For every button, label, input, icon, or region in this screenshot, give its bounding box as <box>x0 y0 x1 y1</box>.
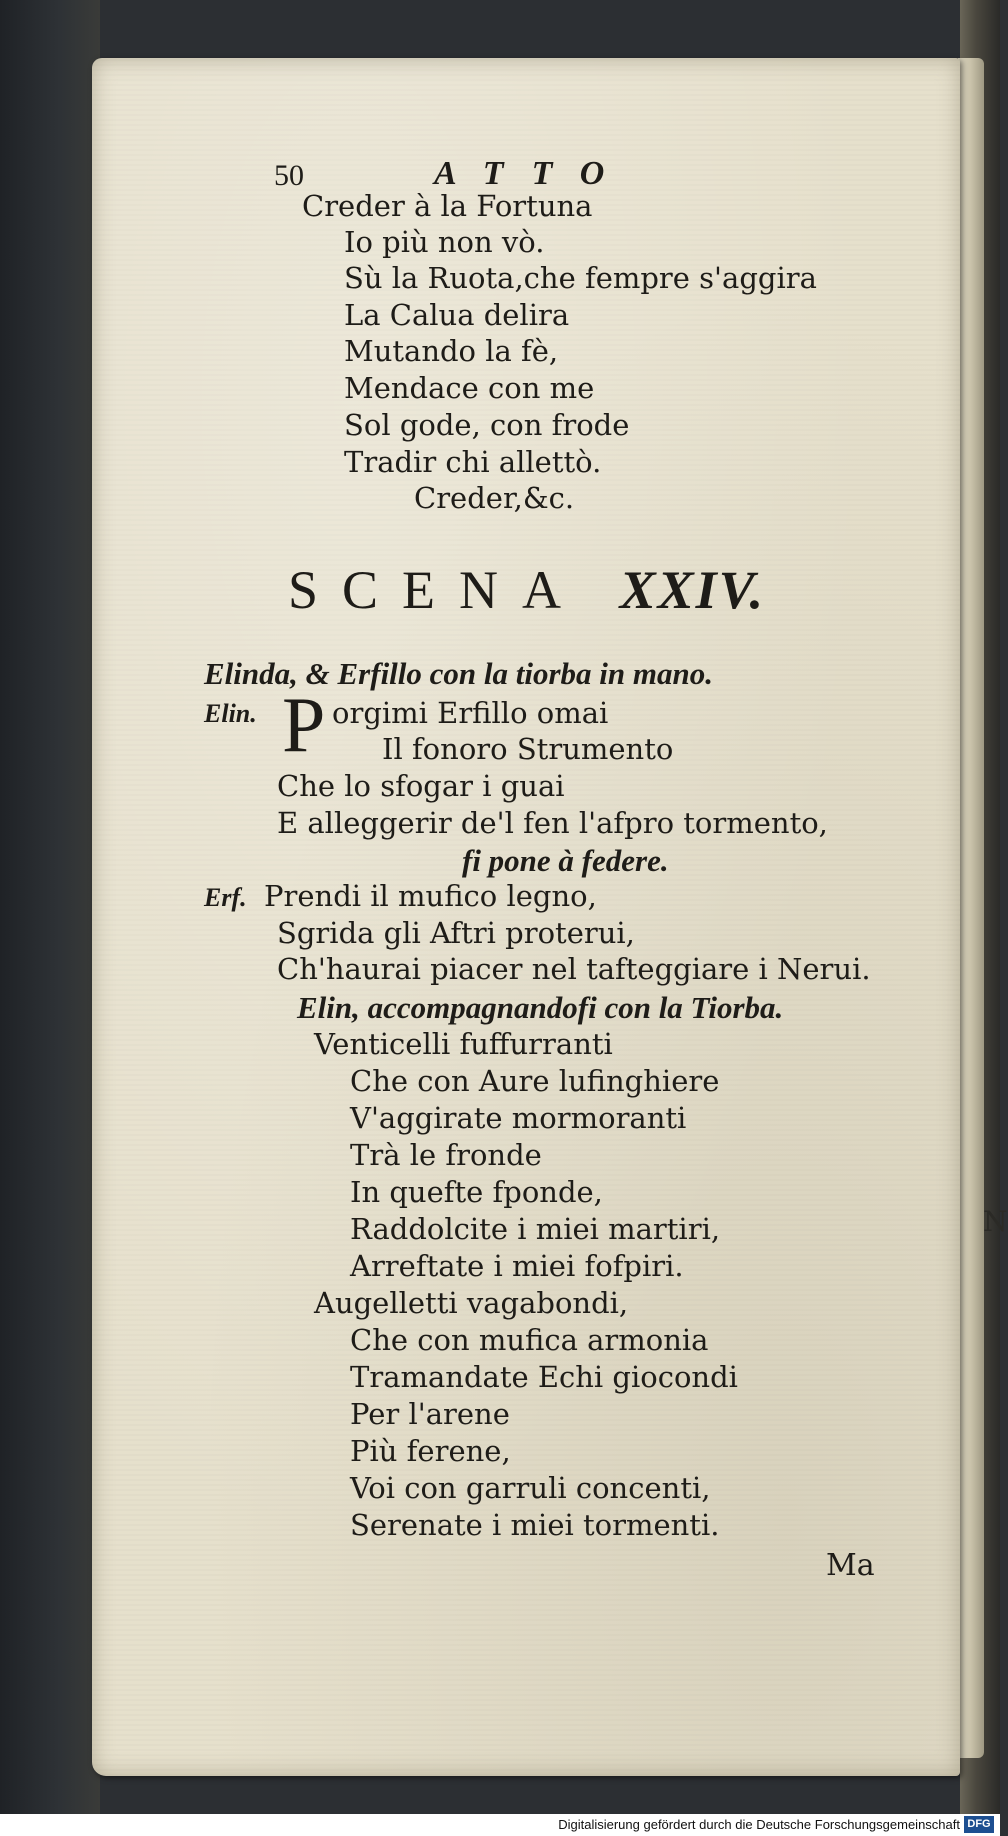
drop-cap: P <box>282 681 326 768</box>
cast-line: Elinda, & Erfillo con la tiorba in mano. <box>204 656 714 691</box>
verse-line: E alleggerir de'l fen l'afpro tormento, <box>277 806 828 840</box>
scene-heading <box>288 560 765 620</box>
aria-line: Mendace con me <box>344 371 595 405</box>
song-line: Che con Aure lufinghiere <box>350 1064 720 1098</box>
verse-line: Il fonoro Strumento <box>382 732 674 766</box>
digitization-footer <box>0 1814 1000 1836</box>
aria-line: Creder à la Fortuna <box>302 189 593 223</box>
song-line: Che con mufica armonia <box>350 1323 709 1357</box>
aria-line: Tradir chi allettò. <box>344 445 602 479</box>
song-line: Serenate i miei tormenti. <box>350 1508 720 1542</box>
aria-line: Io più non vò. <box>344 225 545 259</box>
song-line: Raddolcite i miei martiri, <box>350 1212 721 1246</box>
next-page-fragment: N <box>983 1205 1008 1238</box>
song-line: Per l'arene <box>350 1397 510 1431</box>
aria-line: Mutando la fè, <box>344 334 559 368</box>
song-line: In quefte fponde, <box>350 1175 603 1209</box>
aria-refrain: Creder,&c. <box>414 481 575 515</box>
running-header-title: ATTO <box>434 155 633 192</box>
verse-line: Ch'haurai piacer nel tafteggiare i Nerui. <box>277 952 871 986</box>
stage-direction: Elin, accompagnandofi con la Tiorba. <box>297 990 784 1025</box>
verse-line: Sgrida gli Aftri proterui, <box>277 916 635 950</box>
scan-background-left <box>0 0 100 1836</box>
song-line: Più ferene, <box>350 1434 511 1468</box>
aria-line: Sol gode, con frode <box>344 408 630 442</box>
song-line: Tramandate Echi giocondi <box>350 1360 738 1394</box>
aria-line: La Calua delira <box>344 298 570 332</box>
scene-number: XXIV. <box>619 560 766 620</box>
book-page <box>92 58 960 1776</box>
page-number: 50 <box>274 159 304 192</box>
scene-label: SCENA <box>288 560 583 620</box>
dfg-logo: DFG <box>964 1816 994 1833</box>
song-line: Voi con garruli concenti, <box>350 1471 711 1505</box>
aria-line: Sù la Ruota,che fempre s'aggira <box>344 261 817 295</box>
verse-line: Che lo sfogar i guai <box>277 769 565 803</box>
song-line: Augelletti vagabondi, <box>314 1286 629 1320</box>
song-line: Venticelli fuffurranti <box>314 1027 613 1061</box>
footer-credit: Digitalisierung gefördert durch die Deutsche Forschungsgemeinschaft <box>558 1817 960 1832</box>
speaker-label: Erf. <box>204 883 247 912</box>
song-line: Arreftate i miei fofpiri. <box>350 1249 684 1283</box>
song-line: Trà le fronde <box>350 1138 542 1172</box>
next-page-edge <box>958 58 984 1758</box>
stage-direction: fi pone à federe. <box>462 843 669 878</box>
verse-line: orgimi Erfillo omai <box>332 696 609 730</box>
catchword: Ma <box>826 1548 875 1583</box>
speaker-label: Elin. <box>204 699 257 728</box>
verse-line: Prendi il mufico legno, <box>264 879 597 913</box>
song-line: V'aggirate mormoranti <box>350 1101 687 1135</box>
